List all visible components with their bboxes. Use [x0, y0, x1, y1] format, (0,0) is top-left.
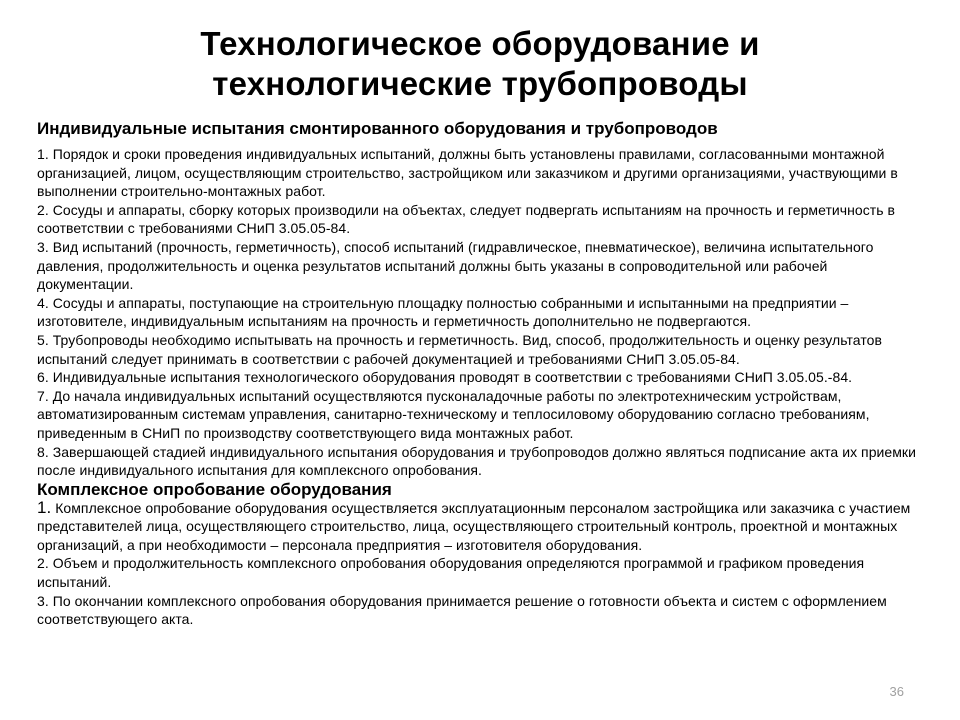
section-heading-individual-tests: Индивидуальные испытания смонтированного оборудования и трубопроводов [37, 119, 718, 138]
list-item-text: Комплексное опробование оборудования осуществляется эксплуатационным персоналом застройщика или заказчика с участием представителей лица, осуществляющего строительство, лица, осуществляющего строительный контроль, проектной и монтажных организаций, а при необходимости – персонала предприятия – изготовителя оборудования. [37, 499, 911, 553]
list-item [37, 499, 917, 555]
title-line-1: Технологическое оборудование и [200, 25, 760, 62]
list-item: 2. Объем и продолжительность комплексного опробования оборудования определяются программой и графиком проведения испытаний. [37, 555, 865, 591]
list-item: 3. По окончании комплексного опробования оборудования принимается решение о готовности объекта и систем с оформлением соответствующего акта. [37, 592, 887, 628]
list-item: 3. Вид испытаний (прочность, герметичность), способ испытаний (гидравлическое, пневматическое), величина испытательного давления, продолжительность и оценка результатов испытаний должны быть указаны в сопроводительной или рабочей документации. [37, 238, 874, 293]
list-item: 6. Индивидуальные испытания технологического оборудования проводят в соответствии с требованиями СНиП 3.05.05.-84. [37, 369, 853, 386]
slide-title [40, 24, 920, 104]
list-item: 1. Порядок и сроки проведения индивидуальных испытаний, должны быть установлены правилами, согласованными монтажной организацией, лицом, осуществляющим строительство, застройщиком или заказчиком и другими организациями, участвующими в выполнении строительно-монтажных работ. [37, 146, 898, 200]
title-line-2: технологические трубопроводы [212, 65, 748, 102]
list-item: 8. Завершающей стадией индивидуального испытания оборудования и трубопроводов должно являться подписание акта их приемки после индивидуального испытания для комплексного опробования. [37, 443, 916, 479]
section-heading-complex-testing: Комплексное опробование оборудования [37, 479, 392, 499]
list-item-number: 1. [37, 497, 52, 517]
list-item: 5. Трубопроводы необходимо испытывать на прочность и герметичность. Вид, способ, продолжительность и оценку результатов испытаний следует принимать в соответствии с рабочей документацией и требованиями СНиП 3.05.05-84. [37, 331, 882, 367]
page-number: 36 [889, 684, 904, 699]
list-item: 7. До начала индивидуальных испытаний осуществляются пусконаладочные работы по электротехническим устройствам, автоматизированным системам управления, санитарно-техническому и теплосиловому оборудованию согласно требованиям, приведенным в СНиП по производству соответствующего вида монтажных работ. [37, 387, 870, 441]
slide-content [37, 118, 917, 629]
list-item: 2. Сосуды и аппараты, сборку которых производили на объектах, следует подвергать испытаниям на прочность и герметичность в соответствии с требованиями СНиП 3.05.05-84. [37, 201, 896, 237]
list-item: 4. Сосуды и аппараты, поступающие на строительную площадку полностью собранными и испытанными на предприятии – изготовителе, индивидуальным испытаниям на прочность и герметичность дополнительно не подвергаются. [37, 294, 849, 330]
